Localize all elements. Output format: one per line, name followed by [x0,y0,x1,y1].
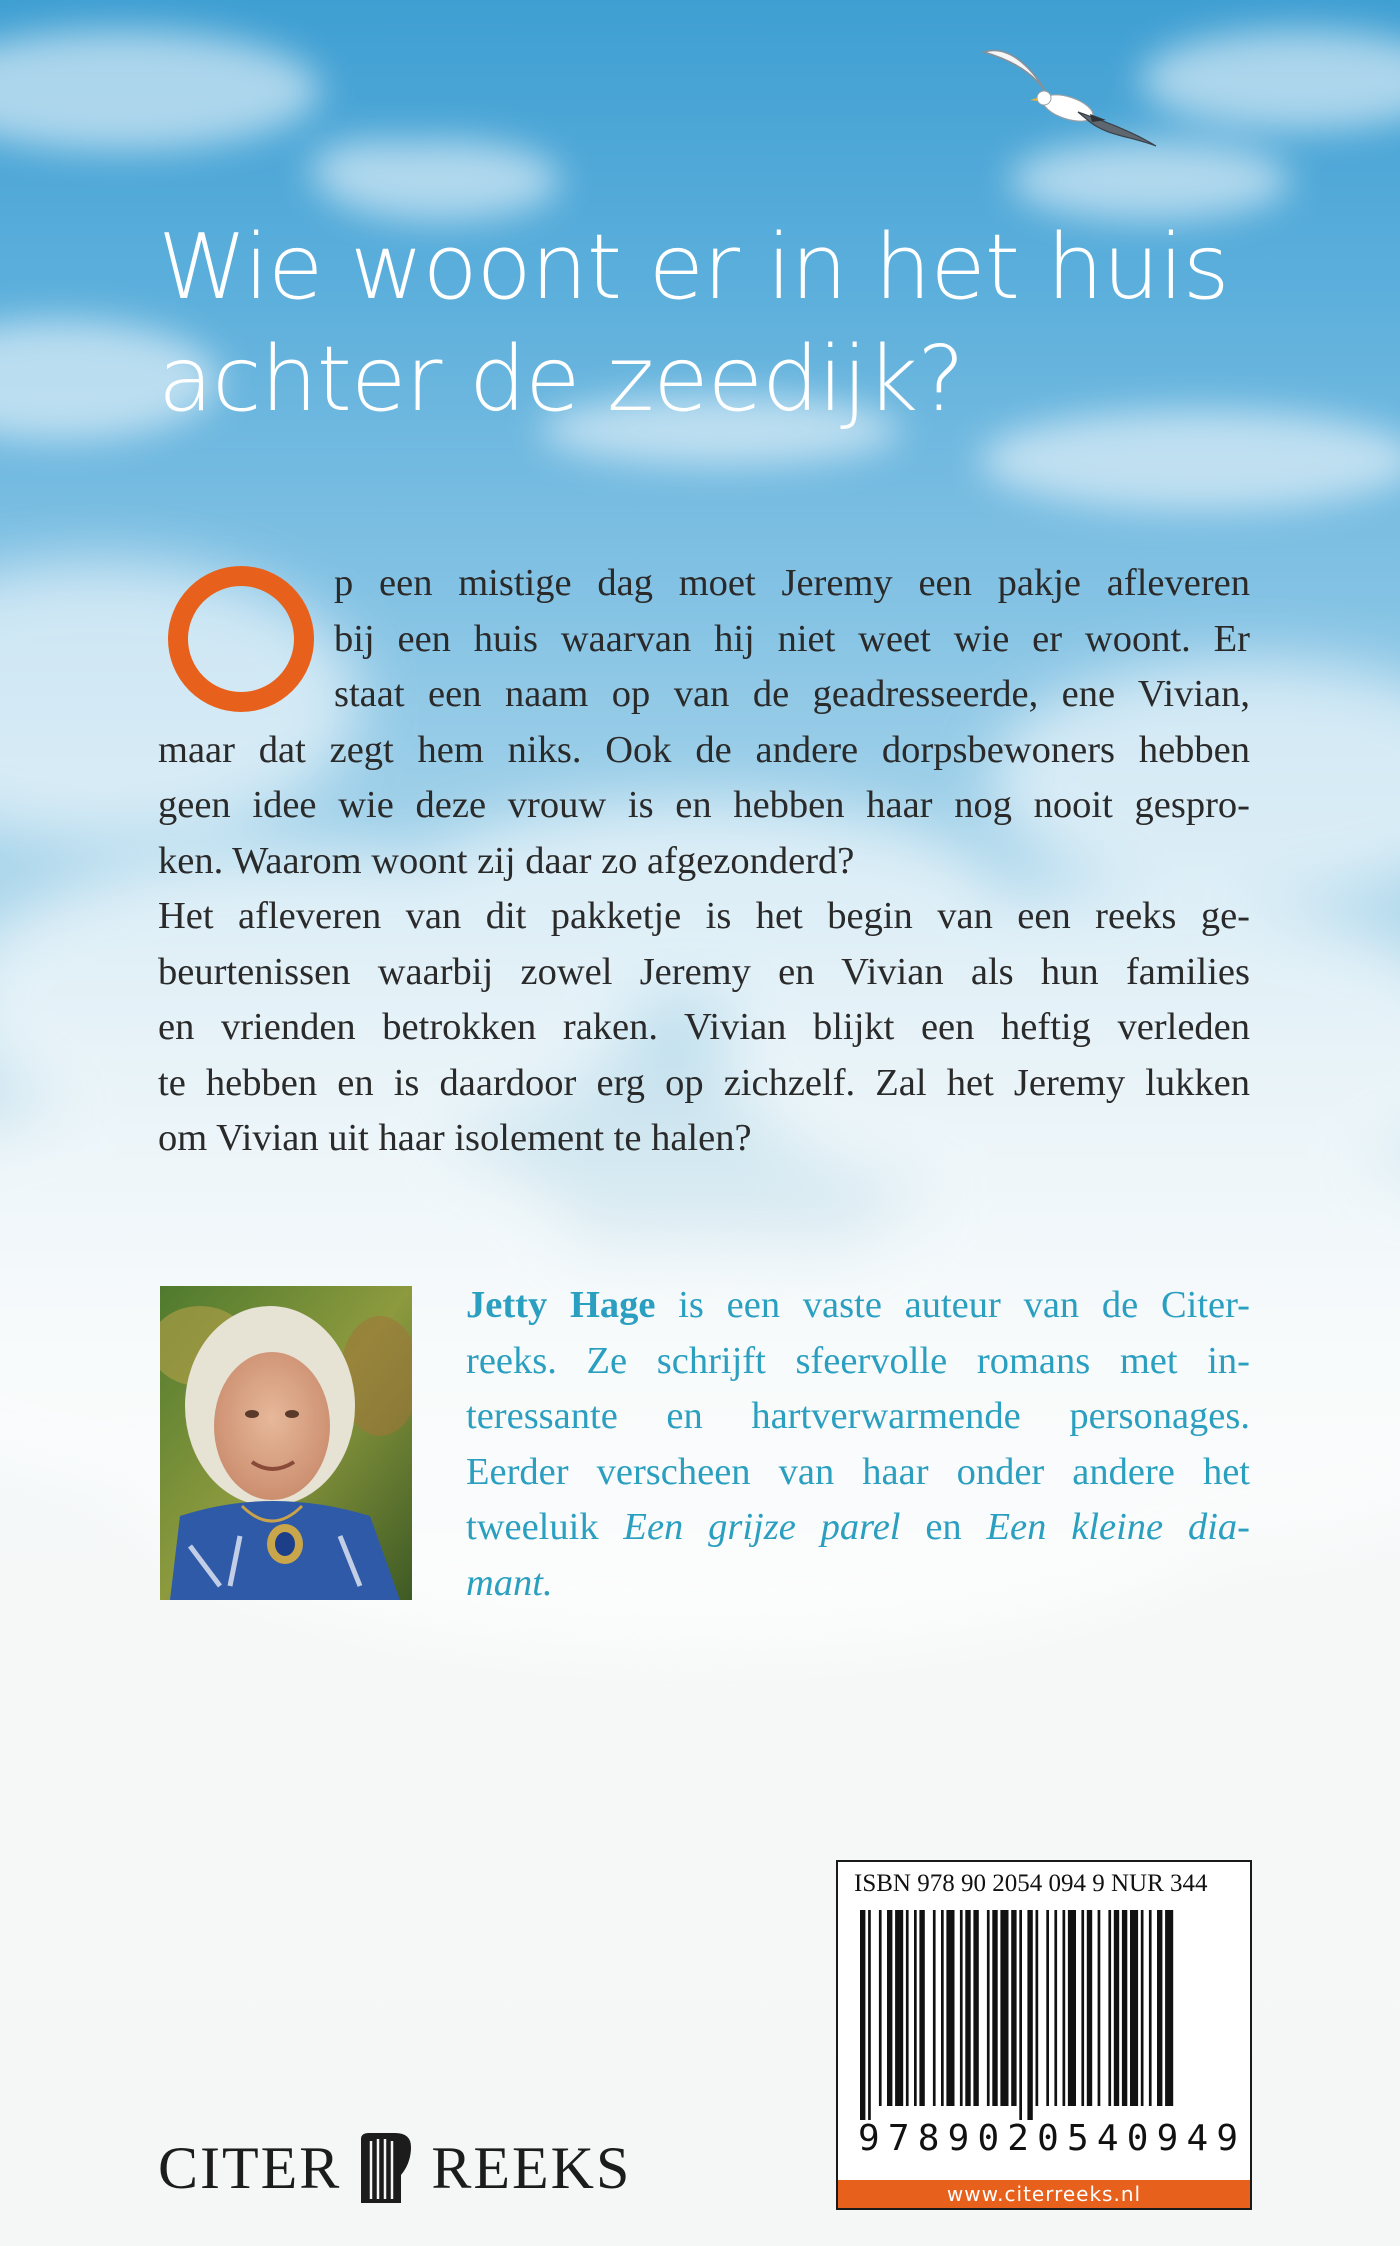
barcode-bar [941,1910,944,2106]
author-bio [466,1278,1250,1611]
author-bio-line: teressante en hartverwarmende personages. [466,1395,1250,1437]
barcode-bar [973,1910,978,2106]
barcode-bar [1027,1910,1032,2120]
blurb-line: staat een naam op van de geadresseerde, ene Vivian, [334,673,1250,715]
book-title-2-end: mant. [466,1561,553,1604]
headline-line-1: Wie woont er in het huis [158,215,1229,320]
barcode-bar [987,1910,990,2106]
headline-line-2: achter de zeedijk? [158,327,965,432]
seagull-illustration [980,40,1160,160]
barcode-bar [1165,1910,1173,2106]
barcode-digit: 2 [1007,2118,1029,2159]
publisher-logo [158,2128,631,2208]
blurb-line: maar dat zegt hem niks. Ook de andere dorpsbewoners hebben [158,728,1250,771]
barcode-bar [1019,1910,1022,2120]
barcode-bar [946,1910,954,2106]
author-bio-line [466,1500,1250,1556]
barcode-bar [1141,1910,1144,2106]
author-bio-text: tweeluik [466,1506,624,1548]
barcode-bar [906,1910,909,2106]
barcode-bar [1046,1910,1049,2106]
blurb-line: bij een huis waarvan hij niet weet wie er woont. Er [334,617,1250,660]
barcode-bar [1063,1910,1066,2106]
barcode-bar [1130,1910,1138,2106]
barcode-bar [1108,1910,1111,2106]
barcode-bar [1011,1910,1016,2106]
barcode-digit: 9 [1216,2118,1238,2159]
barcode-bar [965,1910,970,2106]
barcode-bar [887,1910,892,2106]
barcode-digit: 9 [947,2118,970,2159]
publisher-url: www.citerreeks.nl [838,2180,1250,2208]
barcode-bar [1036,1910,1039,2106]
author-photo [160,1286,412,1600]
barcode-bar [1000,1910,1008,2106]
barcode-digit: 7 [887,2118,910,2159]
author-name: Jetty Hage [466,1284,656,1326]
barcode-bar [1122,1910,1127,2106]
barcode-bar [1081,1910,1084,2106]
author-bio-text: en [900,1506,987,1548]
book-title-2: Een kleine dia- [986,1506,1250,1548]
blurb-line: p een mistige dag moet Jeremy een pakje afleveren [334,562,1250,604]
blurb-line: om Vivian uit haar isolement te halen? [158,1117,752,1159]
logo-text-left: CITER [158,2134,342,2201]
barcode-digit: 9 [858,2118,880,2159]
barcode-bar [868,1910,871,2120]
blurb-text [158,556,1250,1167]
barcode-digit: 4 [1186,2118,1209,2159]
blurb-line: Het afleveren van dit pakketje is het begin van een reeks ge- [158,895,1250,937]
barcode-bar [1114,1910,1119,2106]
barcode-bar [933,1910,936,2106]
blurb-line: geen idee wie deze vrouw is en hebben haar nog nooit gespro- [158,784,1250,826]
author-bio-line: Eerder verscheen van haar onder andere het [466,1450,1250,1493]
barcode-bar [1149,1910,1152,2106]
barcode-digits [858,2118,1238,2159]
barcode-bar [895,1910,903,2106]
isbn-text: ISBN 978 90 2054 094 9 NUR 344 [854,1870,1208,1897]
book-title-1: Een grijze parel [623,1506,901,1548]
barcode-bar [860,1910,865,2120]
headline [158,212,1308,436]
blurb-line: beurtenissen waarbij zowel Jeremy en Vivian als hun families [158,950,1250,993]
barcode-bar [1054,1910,1057,2106]
logo-text-right: REEKS [431,2134,632,2201]
barcode-digit: 0 [977,2118,1000,2159]
barcode-bar [919,1910,924,2106]
barcode-digit: 5 [1067,2118,1089,2159]
author-bio-line: reeks. Ze schrijft sfeervolle romans met in- [466,1339,1250,1382]
barcode-bar [1157,1910,1162,2106]
barcode-bar [914,1910,917,2106]
barcode-digit: 0 [1126,2118,1149,2159]
blurb-line: en vrienden betrokken raken. Vivian blijkt een heftig verleden [158,1006,1250,1048]
barcode-bars [856,1910,1236,2120]
barcode-box [836,1860,1252,2210]
barcode-digit: 4 [1096,2118,1119,2159]
barcode-digit: 8 [917,2118,940,2159]
barcode-bar [1098,1910,1101,2106]
author-bio-line [466,1278,1250,1334]
barcode-bar [1068,1910,1076,2106]
barcode-bar [960,1910,963,2106]
barcode-digit: 0 [1037,2118,1059,2159]
barcode-bar [879,1910,882,2106]
author-bio-line [466,1556,1250,1612]
barcode-digit: 9 [1156,2118,1179,2159]
blurb-line: ken. Waarom woont zij daar zo afgezonderd? [158,839,855,882]
author-bio-text: is een vaste auteur van de Citer- [655,1284,1250,1326]
barcode-bar [1087,1910,1092,2106]
blurb-line: te hebben en is daardoor erg op zichzelf. Zal het Jeremy lukken [158,1061,1250,1104]
barcode-bar [992,1910,997,2106]
harp-icon [355,2129,417,2207]
